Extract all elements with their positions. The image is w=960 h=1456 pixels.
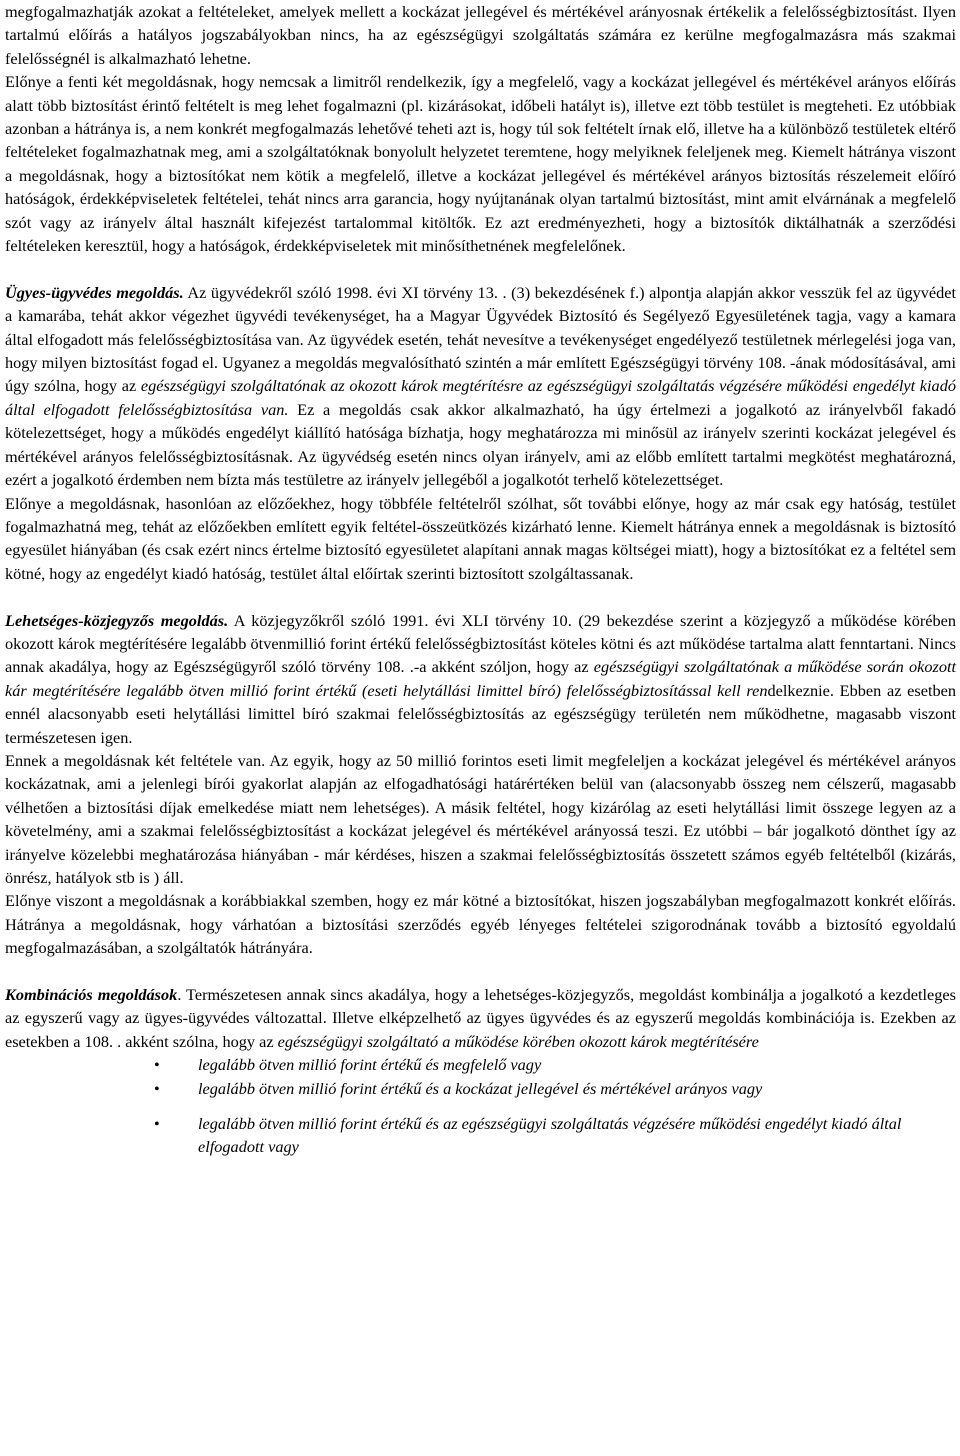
paragraph-spacer xyxy=(5,960,956,983)
bullet-list xyxy=(5,1053,956,1159)
list-item-text: legalább ötven millió forint értékű és megfelelő vagy xyxy=(198,1055,542,1075)
paragraph-text: Az ügyvédekről szóló 1998. évi XI törvény 13. . (3) bekezdésének f.) alpontja alapján akkor vesszük fel az ügyvédet a kamarába, tehát akkor végezhet ügyvédi tevékenységet, ha a Magyar Ügyvédek Biztosító és Segélyező Egyesületének tagja, vagy a kamara által elfogadott más felelősségbiztosítása van. Az ügyvédek esetén, tehát nevesítve a tevékenységet engedélyező testületnek mérlegelési joga van, hogy milyen biztosítást fogad el. Ugyanez a megoldás megvalósítható szintén a már említett Egészségügyi törvény 108. -ának módosításával, ami úgy szólna, hogy az xyxy=(5,282,957,396)
paragraph xyxy=(5,749,956,889)
paragraph xyxy=(5,889,956,959)
list-item xyxy=(154,1112,956,1159)
paragraph-text: Előnye viszont a megoldásnak a korábbiakkal szemben, hogy ez már kötné a biztosítókat, hiszen jogszabályban megfogalmazott konkrét előírás. Hátránya a megoldásnak, hogy várhatóan a biztosítási szerződés egyéb lényeges feltételei szigorodnának tovább a biztosító egyoldalú megfogalmazásában, a szolgáltatók hátrányára. xyxy=(5,891,956,958)
list-item-text: legalább ötven millió forint értékű és az egészségügyi szolgáltatás végzésére működési engedélyt kiadó által elfogadott vagy xyxy=(198,1114,902,1157)
bullet-icon: • xyxy=(154,1055,160,1075)
section-heading: Kombinációs megoldások xyxy=(5,985,178,1005)
list-item xyxy=(154,1053,956,1076)
paragraph-text: Ennek a megoldásnak két feltétele van. Az egyik, hogy az 50 millió forintos eseti limit megfeleljen a kockázat jelegével és mértékével arányos kockázatnak, ami a jelenlegi bírói gyakorlat alapján az elfogadhatósági határértéken belül van (alacsonyabb összeg nem célszerű, magasabb vélhetően a biztosítási díjak emelkedése miatt nem lehetséges). A másik feltétel, hogy kizárólag az eseti helytállási limit összege legyen az a követelmény, ami a szakmai felelősségbiztosítást a kockázat jelegével és mértékével arányossá teszi. Ez utóbbi – bár jogalkotó dönthet így az irányelve közelebbi meghatározása hiányában - már kérdéses, hiszen a szakmai felelősségbiztosítás összetett számos egyéb feltételből (kizárás, önrész, hatályok stb is ) áll. xyxy=(5,750,956,887)
quoted-text: egészségügyi szolgáltató a működése körében okozott károk megtérítésére xyxy=(277,1031,759,1051)
quoted-text: egészségügyi szolgáltatónak a működése során okozott kár megtérítésére legalább ötven millió forint értékű (eseti helytállási limittel bíró) felelősségbiztosítással kell ren xyxy=(5,657,957,700)
paragraph xyxy=(5,983,956,1053)
document-body xyxy=(5,0,956,1053)
paragraph-text: megfogalmazhatják azokat a feltételeket, amelyek mellett a kockázat jellegével és mértékével arányosnak értékelik a felelősségbiztosítást. Ilyen tartalmú előírás a hatályos jogszabályokban nincs, ha az egészségügyi szolgáltatás számára ez kerülne megfogalmazásra más szakmai felelősségnél is alkalmazható lehetne. xyxy=(5,2,956,68)
paragraph-text: . Természetesen annak sincs akadálya, hogy a lehetséges-közjegyzős, megoldást kombinálja a jogalkotó a kezdetleges az egyszerű vagy az ügyes-ügyvédes változattal. Illetve elképzelhető az ügyes ügyvédes és az egyszerű megoldás kombinációja is. Ezekben az esetekben a 108. . akként szólna, hogy az xyxy=(5,985,956,1051)
section-heading: Ügyes-ügyvédes megoldás. xyxy=(5,282,184,302)
bullet-icon: • xyxy=(154,1114,160,1134)
paragraph-text: delkeznie. Ebben az esetben ennél alacsonyabb eseti helytállási limittel bíró szakmai felelősségbiztosítás az egészségügy területén nem működhetne, magasabb viszont természetesen igen. xyxy=(5,680,957,747)
paragraph-text: Előnye a fenti két megoldásnak, hogy nemcsak a limitről rendelkezik, így a megfelelő, vagy a kockázat jellegével és mértékével arányos előírás alatt több biztosítást érintő feltételt is meg lehet fogalmazni (pl. kizárásokat, időbeli hatályt is), illetve ezt több testület is megteheti. Ez utóbbiak azonban a hátránya is, a nem konkrét megfogalmazás lehetővé teheti azt is, hogy túl sok feltételt írnak elő, illetve ha a különböző testületek eltérő feltételeket fogalmazhatnak meg, ami a szolgáltatóknak bonyolult helyzetet teremtene, hogy melyiknek feleljenek meg. Kiemelt hátránya viszont a megoldásnak, hogy a biztosítókat nem kötik a megfelelő, illetve a kockázat jellegével és mértékével arányos biztosítás részelemeit előíró hatóságok, érdekképviseletek feltételei, tehát nincs arra garancia, hogy nyújtanának olyan tartalmú biztosítást, mint amit elvárnának a megfelelő szót vagy az irányelv által használt kifejezést tartalommal kitöltők. Ez azt eredményezheti, hogy a biztosítók diktálhatnák a szerződési feltételeken keresztül, hogy a hatóságok, érdekképviseletek mit minősíthetnének megfelelőnek. xyxy=(5,72,956,256)
paragraph xyxy=(5,70,956,257)
paragraph-spacer xyxy=(5,585,956,608)
paragraph-text: A közjegyzőkről szóló 1991. évi XLI törvény 10. (29 bekezdése szerint a közjegyző a működése körében okozott károk megtérítésére legalább ötvenmillió forint értékű felelősségbiztosítást köteles kötni és azt működése tartalma alatt fenntartani. Nincs annak akadálya, hogy az Egészségügyről szóló törvény 108. .-a akként szóljon, hogy az xyxy=(5,610,956,677)
bullet-icon: • xyxy=(154,1078,160,1098)
paragraph-text: Ez a megoldás csak akkor alkalmazható, ha úgy értelmezi a jogalkotó az irányelvből fakadó kötelezettséget, hogy a működés engedélyt kiállító hatósága bízhatja, hogy meghatározza mi minősül az irányelv szerinti kockázat jelegével és mértékével arányos felelősségbiztosításnak. Az ügyvédség esetén nincs olyan irányelv, ami az előbb említett tartalmi megkötést meghatározná, ezért a jogalkotó érdemben nem bízta más testületre az irányelv jellegéből a jogalkotót terhelő kötelezettséget. xyxy=(5,399,956,490)
list-item xyxy=(154,1077,956,1100)
paragraph-text: Előnye a megoldásnak, hasonlóan az előzőekhez, hogy többféle feltételről szólhat, sőt további előnye, hogy az már csak egy hatóság, testület fogalmazhatná meg, tehát az előzőekben említett egyik feltétel-összeütközés kizárható lenne. Kiemelt hátránya ennek a megoldásnak is biztosító egyesület hiányában (és csak ezért nincs értelme biztosító egyesületet alapítani annak magas költségei miatt), hogy a biztosítókat ez a feltétel sem kötné, hogy az engedélyt kiadó hatóság, testület által előírtak szerinti biztosított szolgáltassanak. xyxy=(5,493,956,583)
paragraph-spacer xyxy=(5,257,956,280)
paragraph xyxy=(5,281,956,492)
section-heading: Lehetséges-közjegyzős megoldás. xyxy=(5,610,229,630)
paragraph xyxy=(5,492,956,586)
paragraph xyxy=(5,0,956,70)
paragraph xyxy=(5,609,956,749)
quoted-text: egészségügyi szolgáltatónak az okozott károk megtérítésre az egészségügyi szolgáltatás végzésére működési engedélyt kiadó által elfogadott felelősségbiztosítása van. xyxy=(5,376,956,419)
list-item-text: legalább ötven millió forint értékű és a kockázat jellegével és mértékével arányos vagy xyxy=(198,1078,763,1098)
